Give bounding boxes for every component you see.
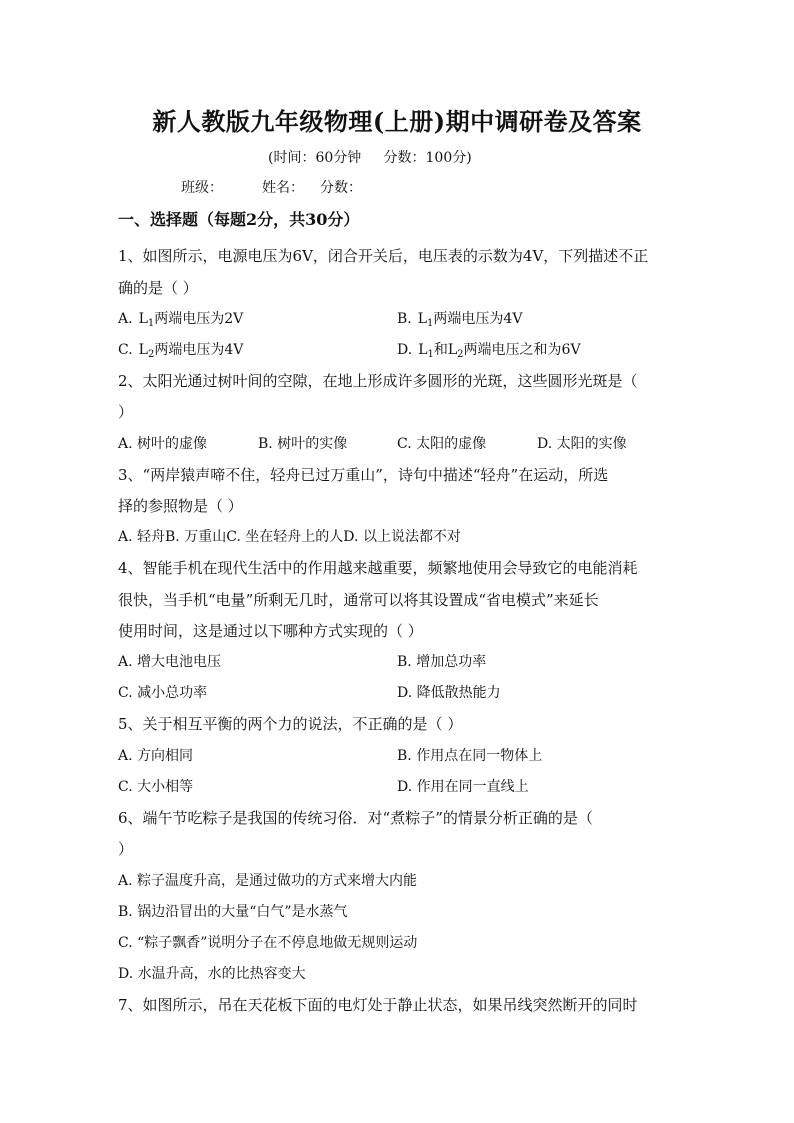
- q6-option-a: A. 粽子温度升高，是通过做功的方式来增大内能: [118, 873, 418, 889]
- option-text: 两端电压为4V: [154, 342, 244, 358]
- option-label: A.: [118, 311, 133, 327]
- q4-option-d: D. 降低散热能力: [397, 685, 501, 701]
- q4-stem-line3: 使用时间，这是通过以下哪种方式实现的（ ）: [118, 622, 423, 640]
- subscript: 1: [427, 318, 434, 329]
- q5-option-b: B. 作用点在同一物体上: [397, 748, 543, 764]
- q4-option-a: A. 增大电池电压: [118, 654, 222, 670]
- q2-option-a: A. 树叶的虚像: [118, 436, 208, 452]
- subscript: 2: [147, 349, 155, 360]
- option-text: 和L: [433, 342, 458, 358]
- option-label: C.: [118, 342, 133, 358]
- option-text: L: [417, 311, 428, 327]
- option-label: B.: [397, 311, 412, 327]
- name-label: 姓名：: [262, 180, 304, 196]
- q3-stem-line1: 3、“两岸猿声啼不住，轻舟已过万重山”，诗句中描述“轻舟”在运动，所选: [118, 466, 609, 484]
- q1-stem-line2: 确的是（ ）: [118, 279, 198, 297]
- q5-option-d: D. 作用在同一直线上: [397, 779, 529, 795]
- q1-stem-line1: 1、如图所示，电源电压为6V，闭合开关后，电压表的示数为4V，下列描述不正: [118, 247, 649, 265]
- option-text: L: [418, 342, 428, 358]
- q1-option-b: [397, 312, 522, 329]
- class-label: 班级：: [181, 180, 223, 196]
- q2-option-d: D. 太阳的实像: [537, 436, 627, 452]
- q2-stem-line2: ）: [118, 403, 134, 421]
- option-text: 两端电压之和为6V: [463, 342, 581, 358]
- q1-option-d: [397, 343, 581, 360]
- q4-stem-line1: 4、智能手机在现代生活中的作用越来越重要，频繁地使用会导致它的电能消耗: [118, 559, 638, 577]
- q2-option-c: C. 太阳的虚像: [397, 436, 487, 452]
- score-label: 分数：: [320, 180, 362, 196]
- q6-option-c: C. “粽子飘香”说明分子在不停息地做无规则运动: [118, 935, 418, 951]
- option-text: 两端电压为4V: [433, 311, 523, 327]
- q3-options: A. 轻舟B. 万重山C. 坐在轻舟上的人D. 以上说法都不对: [118, 529, 461, 545]
- option-text: L: [138, 311, 148, 327]
- q2-stem-line1: 2、太阳光通过树叶间的空隙，在地上形成许多圆形的光斑，这些圆形光斑是（: [118, 372, 638, 390]
- q4-option-b: B. 增加总功率: [397, 654, 487, 670]
- q1-option-a: [118, 312, 243, 329]
- q6-stem-line1: 6、端午节吃粽子是我国的传统习俗．对“煮粽子”的情景分析正确的是（: [118, 809, 593, 827]
- subscript: 1: [427, 349, 434, 360]
- option-text: L: [138, 342, 148, 358]
- page-title: 新人教版九年级物理(上册)期中调研卷及答案: [152, 107, 642, 136]
- q3-stem-line2: 择的参照物是（ ）: [118, 497, 243, 515]
- q7-stem-line1: 7、如图所示，吊在天花板下面的电灯处于静止状态，如果吊线突然断开的同时: [118, 996, 638, 1014]
- q4-option-c: C. 减小总功率: [118, 685, 208, 701]
- q6-option-b: B. 锅边沿冒出的大量“白气”是水蒸气: [118, 904, 348, 920]
- q5-option-a: A. 方向相同: [118, 748, 194, 764]
- section-heading-choice: 一、选择题（每题2分，共30分）: [118, 210, 360, 229]
- q6-stem-line2: ）: [118, 840, 134, 858]
- q4-stem-line2: 很快，当手机“电量”所剩无几时，通常可以将其设置成“省电模式”来延长: [118, 591, 599, 609]
- q5-stem-line1: 5、关于相互平衡的两个力的说法，不正确的是（ ）: [118, 715, 463, 733]
- q2-option-b: B. 树叶的实像: [258, 436, 348, 452]
- subscript: 1: [147, 318, 155, 329]
- option-text: 两端电压为2V: [154, 311, 244, 327]
- q6-option-d: D. 水温升高，水的比热容变大: [118, 966, 306, 982]
- q5-option-c: C. 大小相等: [118, 779, 194, 795]
- q1-option-c: [118, 343, 243, 360]
- option-label: D.: [397, 342, 413, 358]
- time-score-info: (时间：60分钟 分数：100分): [268, 150, 472, 166]
- subscript: 2: [457, 349, 464, 360]
